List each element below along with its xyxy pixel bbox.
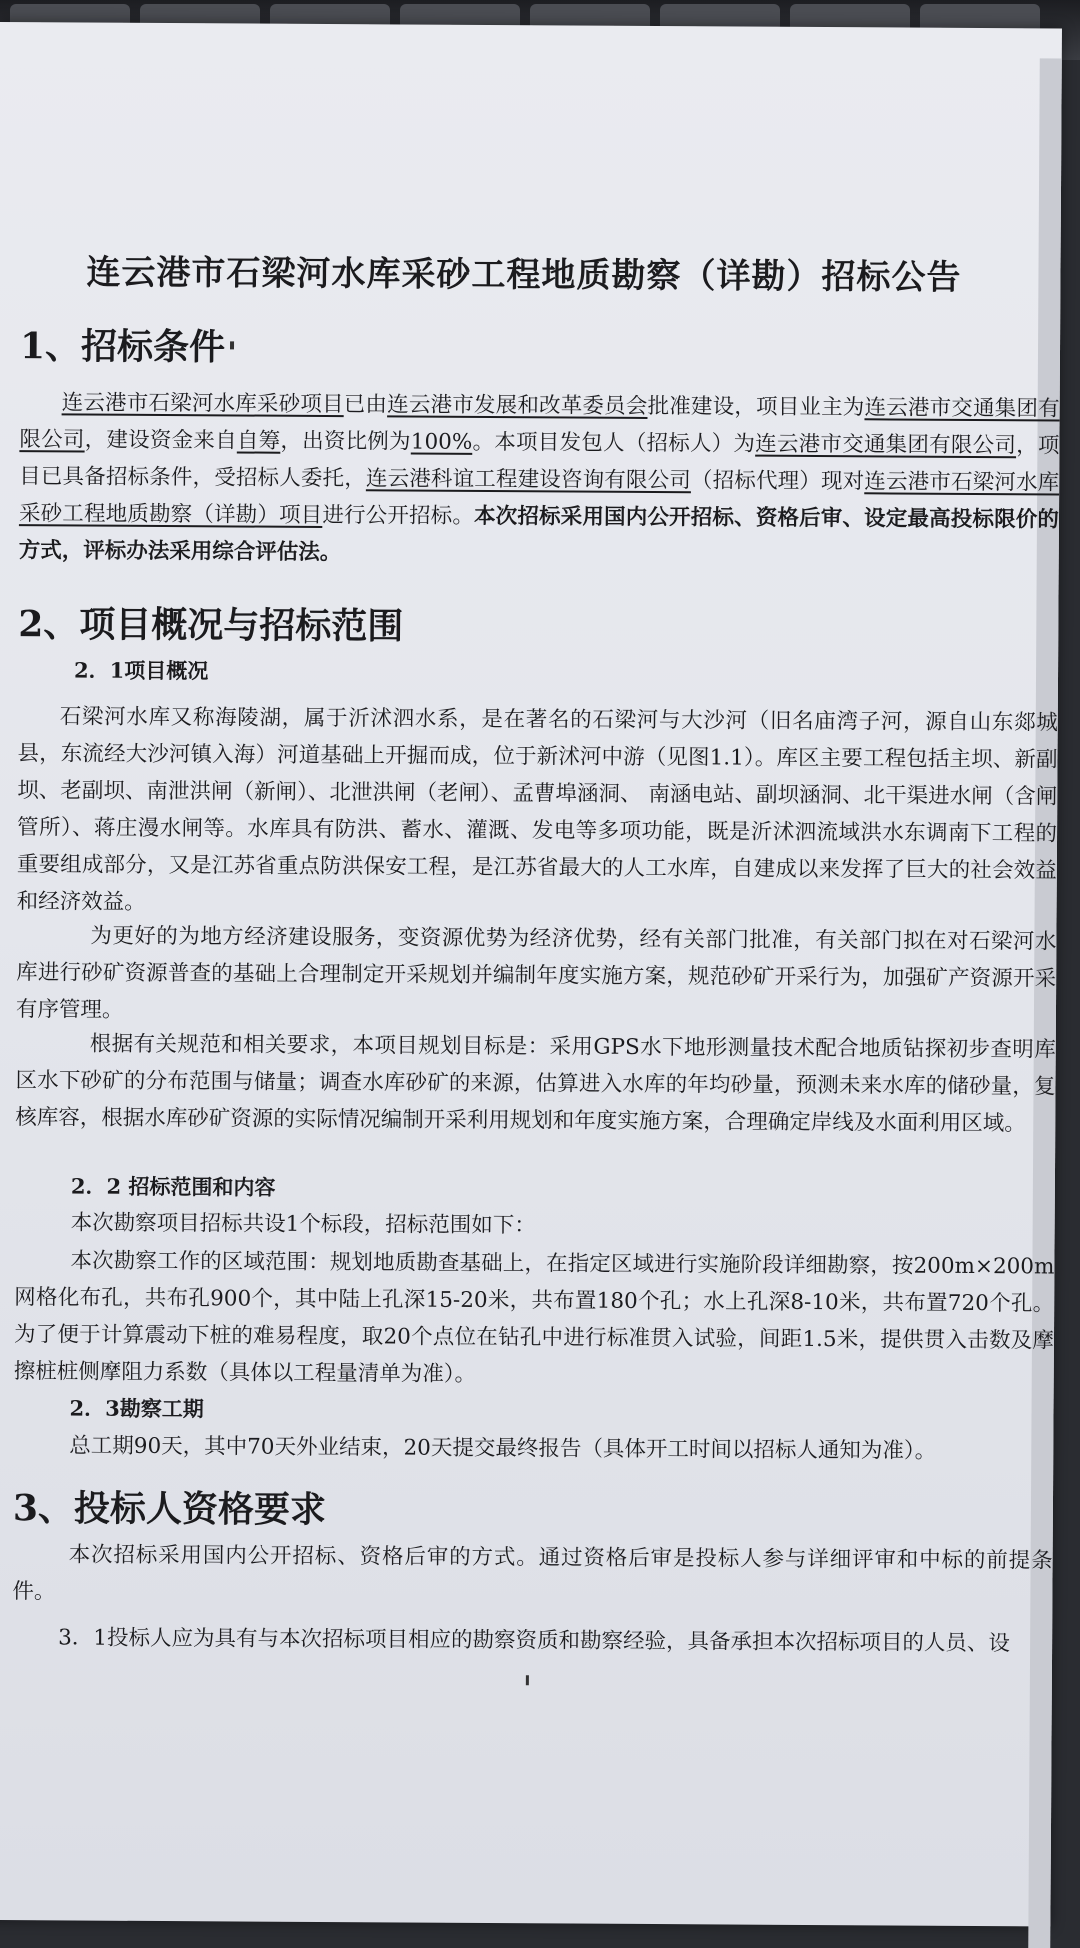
- underlined-text: 连云港市石梁河水库采砂项目: [61, 390, 344, 418]
- section-3-heading: 3、投标人资格要求: [12, 1487, 327, 1532]
- ink-dot: [526, 1675, 529, 1685]
- subsection-2-2-paragraph-1: 本次勘察项目招标共设1个标段，招标范围如下：: [70, 1210, 536, 1239]
- text-run: ，建设资金来自: [84, 427, 237, 454]
- underlined-text: 连云港市交通集团有限公司: [19, 395, 1060, 453]
- subsection-2-1-heading: 2．1项目概况: [73, 657, 209, 684]
- subsection-2-1-paragraph-3: 根据有关规范和相关要求，本项目规划目标是：采用GPS水下地形测量技术配合地质钻探初步查明库区水下砂矿的分布范围与储量；调查水库砂矿的来源，估算进入水库的年均砂量，预测未来水库的储砂量，复核库容，根据水库砂矿资源的实际情况编制开采利用规划和年度实施方案，合理确定岸线及水面利用区域。: [15, 1031, 1056, 1137]
- section-1-heading: 1、招标条件: [19, 325, 226, 369]
- text-run: ，出资比例为: [280, 428, 411, 455]
- text-run: （招标代理）现对: [690, 468, 865, 495]
- text-run: 进行公开招标。: [322, 502, 475, 529]
- section-1-paragraph: [19, 384, 1060, 575]
- subsection-2-3-heading: 2．3勘察工期: [69, 1395, 204, 1422]
- document-title: 连云港市石梁河水库采砂工程地质勘察（详勘）招标公告: [86, 252, 962, 298]
- section-2-heading: 2、项目概况与招标范围: [18, 603, 404, 648]
- text-run: ，项目已具备招标条件，受招标人委托，: [19, 433, 1060, 492]
- text-run: 已由: [343, 392, 388, 418]
- pen-mark: [230, 341, 234, 349]
- underlined-text: 连云港市发展和改革委员会: [387, 392, 648, 419]
- text-run: 批准建设，项目业主为: [647, 393, 865, 421]
- underlined-text: 100%: [410, 429, 473, 455]
- bold-text: 本次招标采用国内公开招标、资格后审、设定最高投标限价的方式，评标办法采用综合评估法。: [18, 503, 1060, 566]
- subsection-2-1-paragraph-2: 为更好的为地方经济建设服务，变资源优势为经济优势，经有关部门批准，有关部门拟在对石梁河水库进行砂矿资源普查的基础上合理制定开采规划并编制年度实施方案，规范砂矿开采行为，加强矿产资源开采有序管理。: [15, 923, 1057, 1023]
- section-3-paragraph-2: 3．1投标人应为具有与本次招标项目相应的勘察资质和勘察经验，具备承担本次招标项目的人员、设: [58, 1625, 1011, 1657]
- subsection-2-1-paragraph-1: 石梁河水库又称海陵湖，属于沂沭泗水系，是在著名的石梁河与大沙河（旧名庙湾子河，源自山东郯城县，东流经大沙河镇入海）河道基础上开掘而成，位于新沭河中游（见图1.1）。库区主要工程包括主坝、新副坝、老副坝、南泄洪闸（新闸）、北泄洪闸（老闸）、孟曹埠涵洞、 南涵电站、副坝涵洞、北干渠进水闸（含闸管所）、蒋庄漫水闸等。水库具有防洪、蓄水、灌溉、发电等多项功能，既是沂沭泗流域洪水东调南下工程的重要组成部分，又是江苏省重点防洪保安工程，是江苏省最大的人工水库，自建成以来发挥了巨大的社会效益和经济效益。: [16, 704, 1058, 915]
- document-page: [0, 22, 1062, 1926]
- subsection-2-2-heading: 2．2 招标范围和内容: [70, 1173, 276, 1200]
- section-3-paragraph-1: 本次招标采用国内公开招标、资格后审的方式。通过资格后审是投标人参与详细评审和中标的前提条件。: [12, 1542, 1053, 1605]
- underlined-text: 连云港科谊工程建设咨询有限公司: [365, 466, 692, 494]
- underlined-text: 连云港市交通集团有限公司: [755, 431, 1017, 459]
- text-run: 。本项目发包人（招标人）为: [472, 429, 756, 457]
- subsection-2-2-paragraph-2: 本次勘察工作的区域范围：规划地质勘查基础上，在指定区域进行实施阶段详细勘察，按200m×200m网格化布孔，共布孔900个，其中陆上孔深15-20米，共布置180个孔；水上孔深8-10米，共布置720个孔。为了便于计算震动下桩的难易程度，取20个点位在钻孔中进行标准贯入试验，间距1.5米，提供贯入击数及摩擦桩桩侧摩阻力系数（具体以工程量清单为准）。: [13, 1248, 1055, 1387]
- underlined-text: 连云港市石梁河水库采砂工程地质勘察（详勘）项目: [18, 469, 1060, 528]
- underlined-text: 自筹: [236, 428, 281, 454]
- subsection-2-3-paragraph: 总工期90天，其中70天外业结束，20天提交最终报告（具体开工时间以招标人通知为准）。: [69, 1433, 937, 1464]
